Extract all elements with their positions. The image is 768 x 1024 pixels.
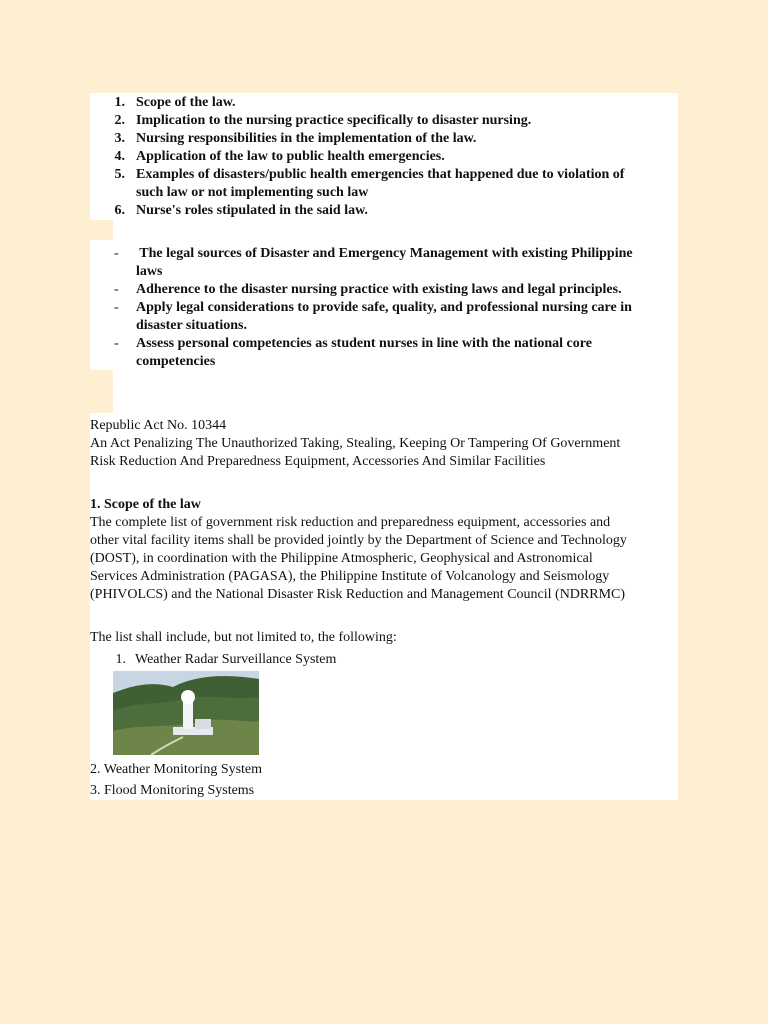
- outcome-text-cont: disaster situations.: [136, 318, 247, 333]
- list-intro: The list shall include, but not limited to, the following:: [90, 630, 397, 645]
- objective-number: 4.: [114, 149, 125, 164]
- outcome-text-cont: laws: [136, 264, 163, 279]
- act-title: An Act Penalizing The Unauthorized Taking, Stealing, Keeping Or Tampering Of Government: [90, 436, 621, 451]
- outcome-text: Apply legal considerations to provide safe, quality, and professional nursing care in: [136, 300, 632, 315]
- scope-body-line: Services Administration (PAGASA), the Philippine Institute of Volcanology and Seismology: [90, 569, 610, 584]
- scope-body-line: other vital facility items shall be provided jointly by the Department of Science and Technology: [90, 533, 627, 548]
- outcome-text: The legal sources of Disaster and Emergency Management with existing Philippine: [136, 246, 633, 261]
- section-heading: 1. Scope of the law: [90, 497, 201, 512]
- objective-number: 2.: [114, 113, 125, 128]
- act-title-cont: Risk Reduction And Preparedness Equipment, Accessories And Similar Facilities: [90, 454, 546, 469]
- list-item: Weather Radar Surveillance System: [135, 652, 337, 667]
- weather-radar-photo: [113, 671, 259, 755]
- objectives-box-tail: [113, 218, 678, 241]
- list-item: 3. Flood Monitoring Systems: [90, 783, 255, 798]
- scope-body-line: The complete list of government risk reduction and preparedness equipment, accessories and: [90, 515, 611, 530]
- list-item-number: 1.: [115, 652, 126, 667]
- outcome-text: Adherence to the disaster nursing practice with existing laws and legal principles.: [136, 282, 622, 297]
- objective-number: 1.: [114, 95, 125, 110]
- objective-text: Nursing responsibilities in the implementation of the law.: [136, 131, 477, 146]
- outcome-dash: -: [114, 336, 119, 351]
- outcomes-box-tail: [113, 368, 678, 414]
- objective-text-cont: such law or not implementing such law: [136, 185, 369, 200]
- objective-text: Nurse's roles stipulated in the said law.: [136, 203, 368, 218]
- outcome-text-cont: competencies: [136, 354, 216, 369]
- objective-text: Implication to the nursing practice specifically to disaster nursing.: [136, 113, 532, 128]
- objective-text: Examples of disasters/public health emergencies that happened due to violation of: [136, 167, 625, 182]
- scope-body-line: (PHIVOLCS) and the National Disaster Risk Reduction and Management Council (NDRRMC): [90, 587, 626, 602]
- objective-number: 5.: [114, 167, 125, 182]
- act-number: Republic Act No. 10344: [90, 418, 227, 433]
- outcome-dash: -: [114, 282, 119, 297]
- objective-number: 3.: [114, 131, 125, 146]
- scope-body-line: (DOST), in coordination with the Philippine Atmospheric, Geophysical and Astronomical: [90, 551, 593, 566]
- objective-text: Scope of the law.: [136, 95, 236, 110]
- outcome-text: Assess personal competencies as student nurses in line with the national core: [136, 336, 592, 351]
- radar-photo-illustration: [113, 671, 259, 755]
- list-item: 2. Weather Monitoring System: [90, 762, 263, 777]
- outcome-dash: -: [114, 246, 119, 261]
- objective-number: 6.: [114, 203, 125, 218]
- outcome-dash: -: [114, 300, 119, 315]
- objective-text: Application of the law to public health emergencies.: [136, 149, 445, 164]
